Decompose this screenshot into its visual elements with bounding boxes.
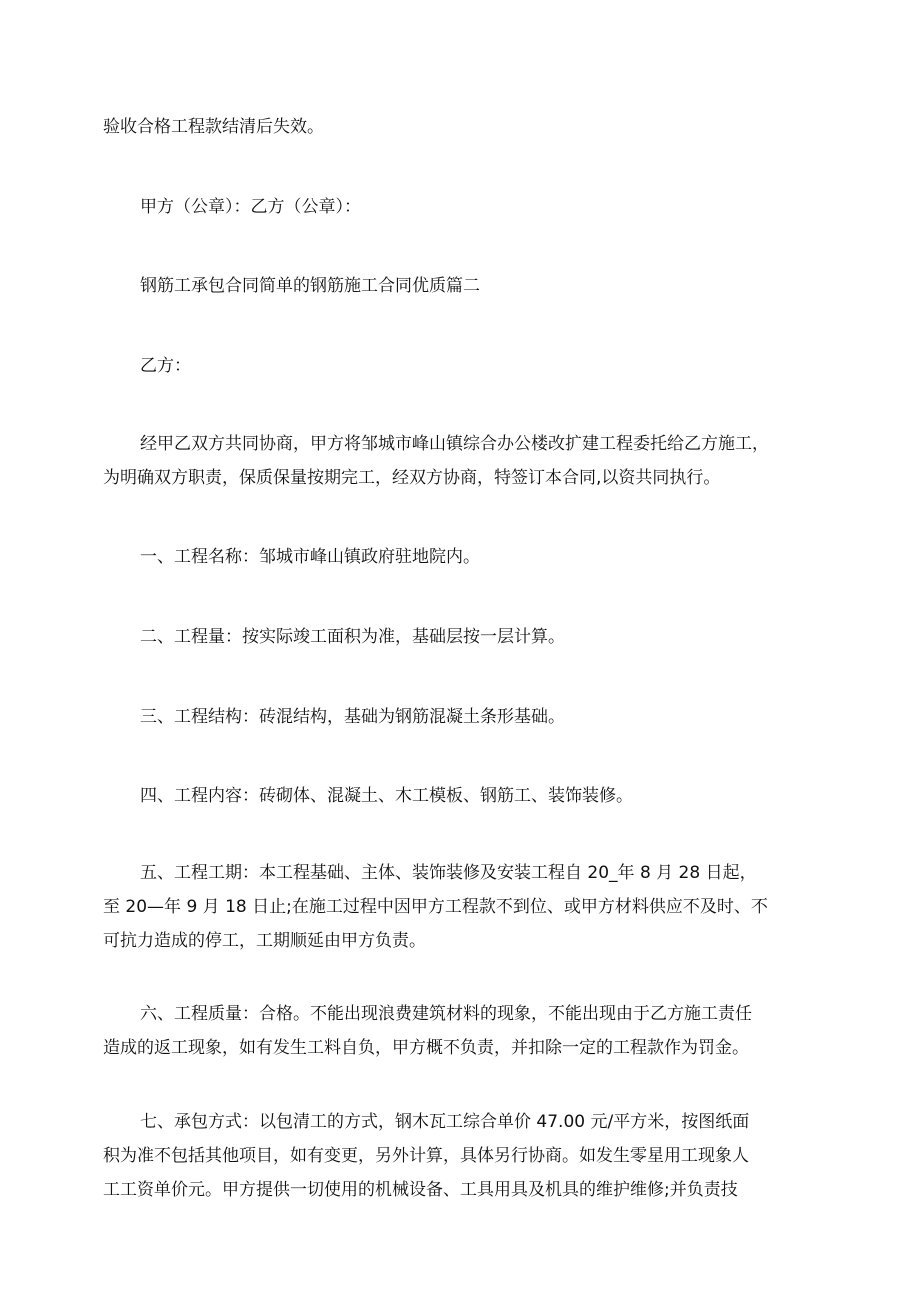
text-line: 甲方（公章）：乙方（公章）： [140,197,361,217]
clause-5-schedule [103,856,823,958]
clause-1-project-name [103,540,860,574]
text-line: 七、承包方式：以包清工的方式，钢木瓦工综合单价 47.00 元/平方米，按图纸面 [140,1112,750,1132]
text-line: 二、工程量：按实际竣工面积为准，基础层按一层计算。 [140,627,565,647]
text-line: 至 20—年 9 月 18 日止;在施工过程中因甲方工程款不到位、或甲方材料供应不及时、不 [103,897,768,917]
text-line: 五、工程工期：本工程基础、主体、装饰装修及安装工程自 20_年 8 月 28 日起， [140,863,757,883]
clause-7-contract-method [103,1105,823,1207]
paragraph-party-b [103,349,860,383]
text-line: 三、工程结构：砖混结构，基础为钢筋混凝土条形基础。 [140,707,565,727]
text-line: 经甲乙双方共同协商，甲方将邹城市峰山镇综合办公楼改扩建工程委托给乙方施工， [140,434,769,454]
text-line: 验收合格工程款结清后失效。 [103,117,324,137]
clause-3-structure [103,700,860,734]
text-line: 积为准不包括其他项目，如有变更，另外计算，具体另行协商。如发生零星用工现象人 [103,1146,749,1166]
clause-4-content [103,779,860,813]
text-line: 一、工程名称：邹城市峰山镇政府驻地院内。 [140,547,480,567]
text-line: 造成的返工现象，如有发生工料自负，甲方概不负责，并扣除一定的工程款作为罚金。 [103,1038,749,1058]
text-line: 钢筋工承包合同简单的钢筋施工合同优质篇二 [140,276,480,296]
paragraph-intro [103,427,823,495]
paragraph-signatures [103,190,860,224]
paragraph-validity-clause [103,110,823,144]
section-heading [103,269,860,303]
text-line: 乙方： [140,356,191,376]
text-line: 六、工程质量：合格。不能出现浪费建筑材料的现象，不能出现由于乙方施工责任 [140,1004,752,1024]
text-line: 工工资单价元。甲方提供一切使用的机械设备、工具用具及机具的维护维修;并负责技 [103,1180,738,1200]
clause-2-quantity [103,620,860,654]
text-line: 四、工程内容：砖砌体、混凝土、木工模板、钢筋工、装饰装修。 [140,786,633,806]
clause-6-quality [103,997,823,1065]
text-line: 为明确双方职责，保质保量按期完工，经双方协商，特签订本合同,以资共同执行。 [103,468,721,488]
text-line: 可抗力造成的停工，工期顺延由甲方负责。 [103,931,426,951]
